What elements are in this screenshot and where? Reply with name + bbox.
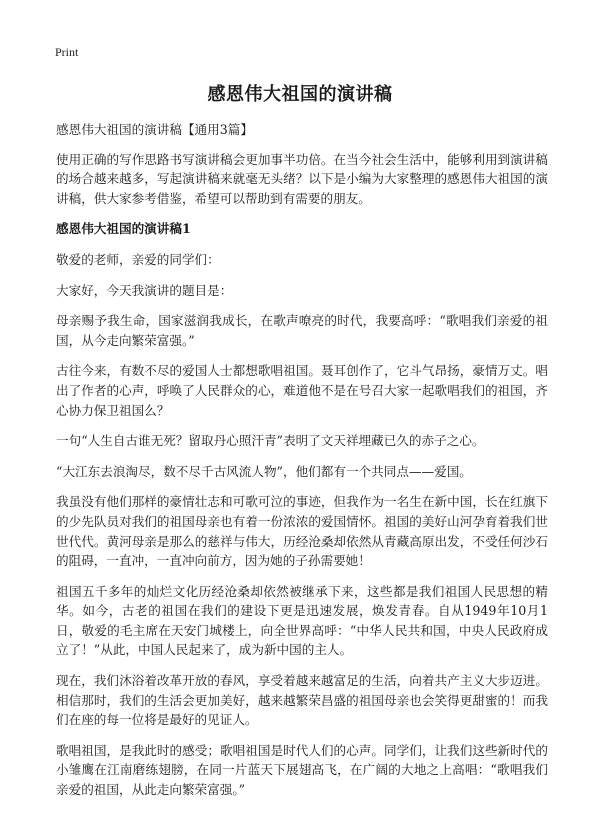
paragraph: 古往今来，有数不尽的爱国人士都想歌唱祖国。聂耳创作了，它斗气昂扬，豪情万丈。唱出了作者的心声，呼唤了人民群众的心，难道他不是在号召大家一起歌唱我们的祖国，齐心协力保卫祖国么？ xyxy=(56,363,548,418)
paragraph: 我虽没有他们那样的豪情壮志和可歌可泣的事迹，但我作为一名生在新中国，长在红旗下的少先队员对我们的祖国母亲也有着一份浓浓的爱国情怀。祖国的美好山河孕育着我们世世代代。黄河母亲是那么的慈祥与伟大，历经沧桑却依然从青藏高原出发，不受任何沙石的阻碍，一直冲，一直冲向前方，因为她的子孙需要她！ xyxy=(56,494,548,569)
paragraph: 歌唱祖国，是我此时的感受；歌唱祖国是时代人们的心声。同学们，让我们这些新时代的小雏鹰在江南磨练翅膀，在同一片蓝天下展翅高飞，在广阔的大地之上高唱：“歌唱我们亲爱的祖国，从此走向繁荣富强。” xyxy=(56,742,548,798)
article-body xyxy=(56,120,548,811)
section-heading: 感恩伟大祖国的演讲稿1 xyxy=(56,221,191,237)
paragraph: 母亲赐予我生命，国家滋润我成长，在歌声嘹亮的时代，我要高呼：“歌唱我们亲爱的祖国，从今走向繁荣富强。” xyxy=(56,313,548,348)
print-link[interactable]: Print xyxy=(55,45,79,59)
page-title: 感恩伟大祖国的演讲稿 xyxy=(207,84,393,105)
paragraph: 大家好，今天我演讲的题目是： xyxy=(56,282,233,298)
paragraph: 一句“人生自古谁无死？留取丹心照汗青”表明了文天祥埋藏已久的赤子之心。 xyxy=(56,433,485,449)
paragraph: “大江东去浪淘尽，数不尽千古风流人物”，他们都有一个共同点——爱国。 xyxy=(56,463,472,479)
article-subtitle: 感恩伟大祖国的演讲稿【通用3篇】 xyxy=(56,122,253,137)
paragraph: 现在，我们沐浴着改革开放的春风，享受着越来越富足的生活，向着共产主义大步迈进。相信那时，我们的生活会更加美好，越来越繁荣昌盛的祖国母亲也会笑得更甜蜜的！而我们在座的每一位将是最好的见证人。 xyxy=(56,673,548,728)
paragraph: 敬爱的老师，亲爱的同学们： xyxy=(56,251,220,267)
paragraph: 祖国五千多年的灿烂文化历经沧桑却依然被继承下来，这些都是我们祖国人民思想的精华。如今，古老的祖国在我们的建设下更是迅速发展，焕发青春。自从1949年10月1日，敬爱的毛主席在天安门城楼上，向全世界高呼：“中华人民共和国，中央人民政府成立了！”从此，中国人民起来了，成为新中国的主人。 xyxy=(56,583,548,658)
intro-paragraph: 使用正确的写作思路书写演讲稿会更加事半功倍。在当今社会生活中，能够利用到演讲稿的场合越来越多，写起演讲稿来就毫无头绪？以下是小编为大家整理的感恩伟大祖国的演讲稿，供大家参考借鉴，希望可以帮助到有需要的朋友。 xyxy=(56,151,548,206)
